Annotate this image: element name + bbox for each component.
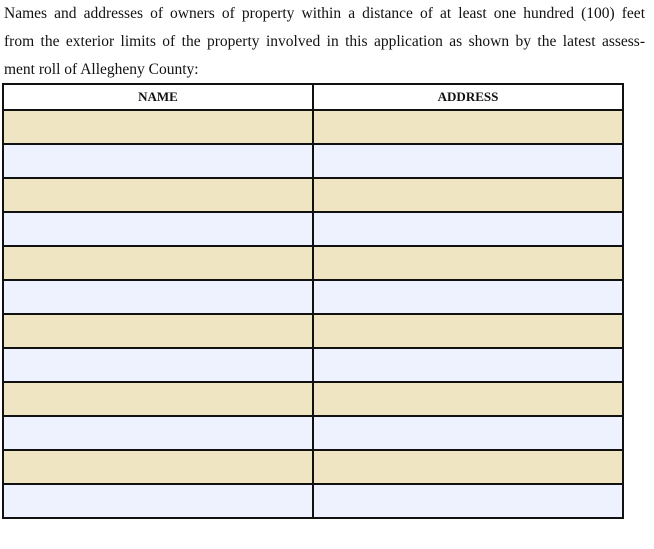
address-field[interactable]: [313, 212, 623, 246]
address-field[interactable]: [313, 178, 623, 212]
name-field[interactable]: [3, 314, 313, 348]
owners-table-container: [2, 83, 623, 519]
name-field[interactable]: [3, 416, 313, 450]
owners-table: [2, 83, 624, 519]
name-column-header: NAME: [3, 84, 313, 110]
table-row: [3, 416, 623, 450]
address-field[interactable]: [313, 450, 623, 484]
name-field[interactable]: [3, 484, 313, 518]
table-row: [3, 382, 623, 416]
address-field[interactable]: [313, 484, 623, 518]
table-row: [3, 110, 623, 144]
instructions-line-2: from the exterior limits of the property involved in this application as shown by the latest assess-: [4, 33, 645, 50]
table-row: [3, 348, 623, 382]
table-row: [3, 280, 623, 314]
instructions-line-1: Names and addresses of owners of property within a distance of at least one hundred (100) feet: [4, 5, 645, 22]
table-row: [3, 178, 623, 212]
table-header-row: [3, 84, 623, 110]
table-row: [3, 246, 623, 280]
name-field[interactable]: [3, 450, 313, 484]
address-field[interactable]: [313, 382, 623, 416]
address-field[interactable]: [313, 280, 623, 314]
address-field[interactable]: [313, 416, 623, 450]
name-field[interactable]: [3, 178, 313, 212]
address-column-header: ADDRESS: [313, 84, 623, 110]
instructions-line-3: ment roll of Allegheny County:: [4, 61, 199, 78]
name-field[interactable]: [3, 110, 313, 144]
table-row: [3, 212, 623, 246]
name-field[interactable]: [3, 382, 313, 416]
address-field[interactable]: [313, 314, 623, 348]
table-row: [3, 484, 623, 518]
address-field[interactable]: [313, 110, 623, 144]
table-row: [3, 450, 623, 484]
name-field[interactable]: [3, 144, 313, 178]
instructions-paragraph: [4, 0, 645, 84]
address-field[interactable]: [313, 246, 623, 280]
name-field[interactable]: [3, 348, 313, 382]
name-field[interactable]: [3, 246, 313, 280]
address-field[interactable]: [313, 348, 623, 382]
table-row: [3, 314, 623, 348]
address-field[interactable]: [313, 144, 623, 178]
name-field[interactable]: [3, 280, 313, 314]
table-row: [3, 144, 623, 178]
name-field[interactable]: [3, 212, 313, 246]
